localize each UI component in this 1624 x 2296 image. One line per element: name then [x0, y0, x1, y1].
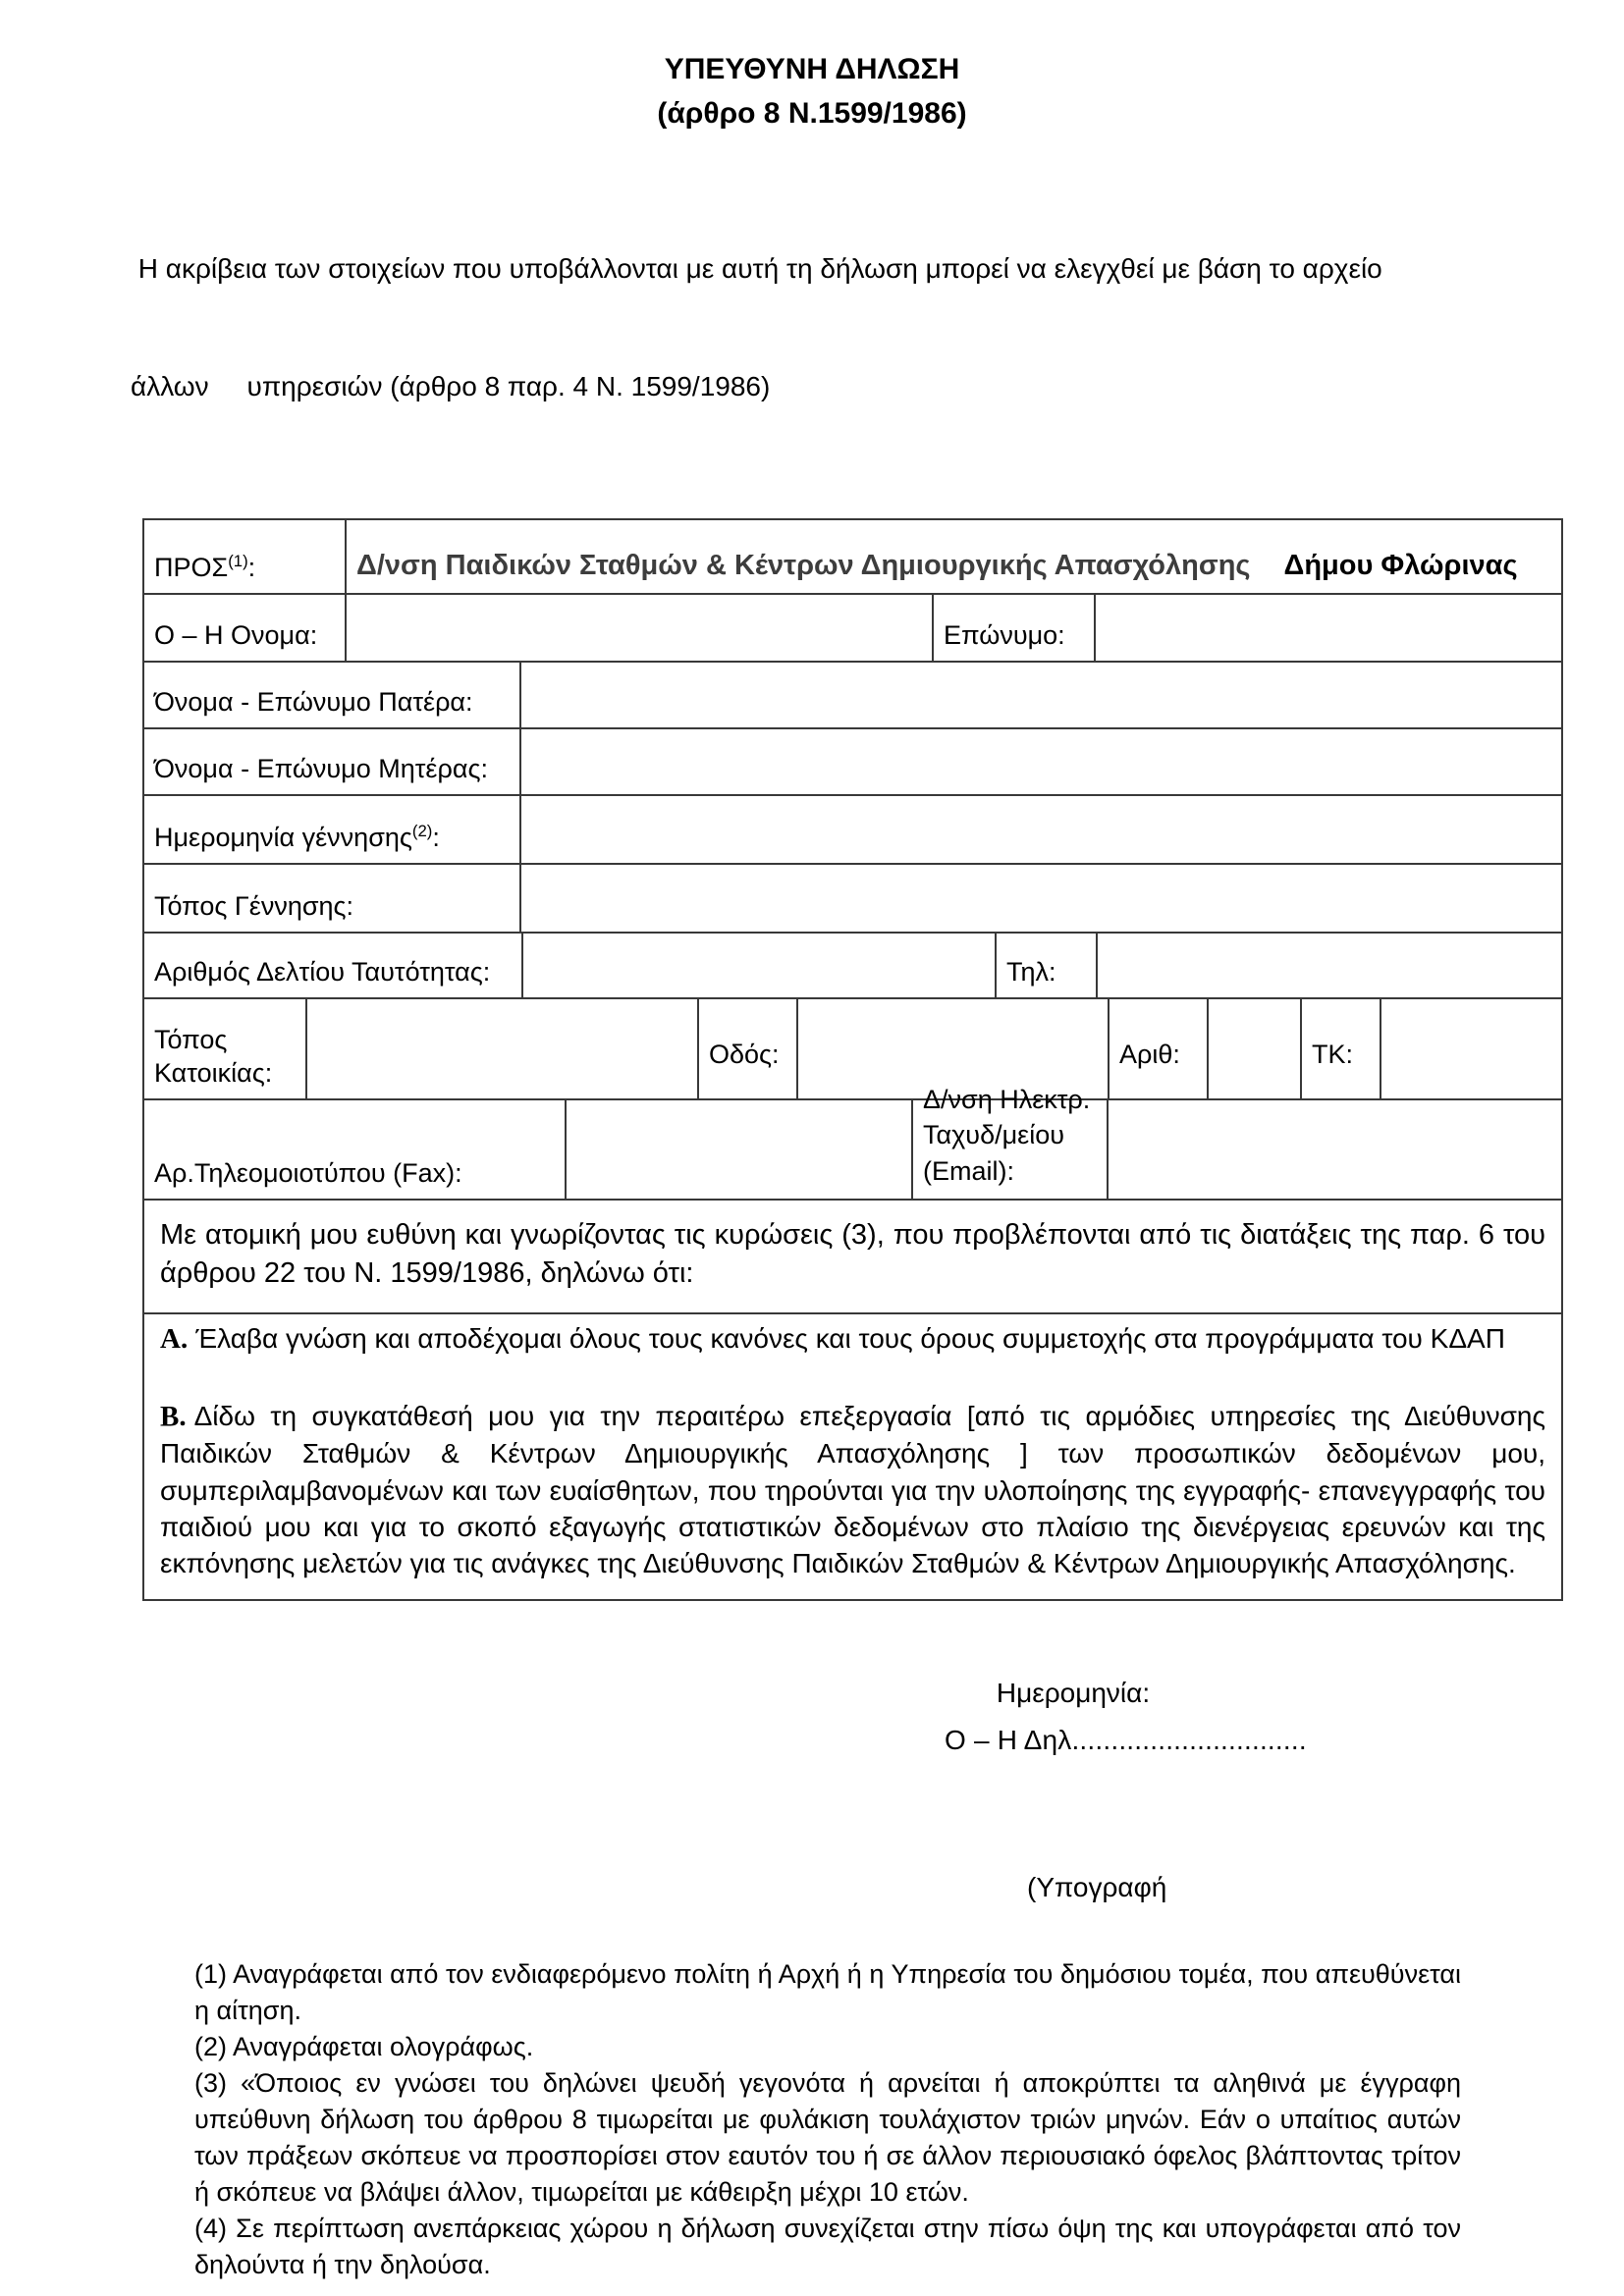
pros-directorate-text: Δ/νση Παιδικών Σταθμών & Κέντρων Δημιουργικής Απασχόλησης: [356, 550, 1251, 581]
footnotes-section: [194, 1956, 1461, 2283]
field-email[interactable]: [1109, 1100, 1561, 1199]
field-phone[interactable]: [1098, 934, 1561, 997]
row-mother-name: [144, 729, 1561, 796]
birthplace-label: Τόπος Γέννησης:: [144, 865, 521, 932]
phone-label: Τηλ:: [997, 934, 1098, 997]
item-b-marker: Β.: [160, 1400, 187, 1432]
field-father-name[interactable]: [521, 663, 1561, 727]
street-label: Οδός:: [699, 999, 798, 1098]
row-birthdate: [144, 796, 1561, 865]
pros-value: [347, 520, 1561, 593]
intro-line-2: άλλων υπηρεσιών (άρθρο 8 παρ. 4 Ν. 1599/1986): [131, 371, 771, 402]
field-birthdate[interactable]: [521, 796, 1561, 863]
name-label: Ο – Η Ονομα:: [144, 595, 347, 661]
title-block: [0, 0, 1624, 135]
signature-label: (Υπογραφή: [1027, 1872, 1167, 1903]
intro-paragraph: [131, 171, 1446, 485]
field-residence[interactable]: [307, 999, 699, 1098]
footnote-1: (1) Αναγράφεται από τον ενδιαφερόμενο πολίτη ή Αρχή ή η Υπηρεσία του δημόσιου τομέα, που απευθύνεται η αίτηση.: [194, 1959, 1461, 2026]
page-title: ΥΠΕΥΘΥΝΗ ΔΗΛΩΣΗ: [664, 53, 960, 85]
row-fax-email: [144, 1084, 1561, 1201]
birthdate-label: [144, 796, 521, 863]
birthdate-footnote-ref: (2): [411, 821, 433, 840]
row-name: [144, 595, 1561, 663]
declaration-items: [144, 1314, 1561, 1599]
field-name[interactable]: [347, 595, 934, 661]
item-b-text: Δίδω τη συγκατάθεσή μου για την περαιτέρω επεξεργασία [από τις αρμόδιες υπηρεσίες της Διεύθυνσης Παιδικών Σταθμών & Κέντρων Δημιουργικής Απασχόλησης ] των προσωπικών δεδομένων μου, συμπεριλαμβανομένων και των ευαίσθητων, που τηρούνται για την υλοποίησης της εγγραφής- επανεγγραφής του παιδιού μου και για το σκοπό εξαγωγής στατιστικών δεδομένων στο πλαίσιο της διενέργειας ερευνών και της εκπόνησης μελετών για τις ανάγκες της Διεύθυνσης Παιδικών Σταθμών & Κέντρων Δημιουργικής Απασχόλησης.: [160, 1400, 1545, 1579]
street-number-label: Αριθ:: [1110, 999, 1209, 1098]
field-birthplace[interactable]: [521, 865, 1561, 932]
postal-code-label: ΤΚ:: [1302, 999, 1381, 1098]
footnote-3: (3) «Όποιος εν γνώσει του δηλώνει ψευδή γεγονότα ή αρνείται ή αποκρύπτει τα αληθινά με έγγραφη υπεύθυνη δήλωση του άρθρου 8 τιμωρείται με φυλάκιση τουλάχιστον τριών μηνών. Εάν ο υπαίτιος αυτών των πράξεων σκόπευε να προσπορίσει στον εαυτόν του ή σε άλλον περιουσιακό όφελος βλάπτοντας τρίτον ή σκόπευε να βλάψει άλλον, τιμωρείται με κάθειρξη μέχρι 10 ετών.: [194, 2068, 1461, 2208]
declaration-preamble: Με ατομική μου ευθύνη και γνωρίζοντας τις κυρώσεις (3), που προβλέπονται από τις διατάξεις της παρ. 6 του άρθρου 22 του Ν. 1599/1986, δηλώνω ότι:: [144, 1201, 1561, 1314]
field-id-number[interactable]: [523, 934, 997, 997]
row-father-name: [144, 663, 1561, 729]
row-id-number: [144, 934, 1561, 999]
surname-label: Επώνυμο:: [934, 595, 1096, 661]
email-label: Δ/νση Ηλεκτρ. Ταχυδ/μείου (Email):: [913, 1100, 1109, 1199]
residence-label: Τόπος Κατοικίας:: [144, 999, 307, 1098]
field-street-number[interactable]: [1209, 999, 1302, 1098]
intro-line-1: Η ακρίβεια των στοιχείων που υποβάλλονται με αυτή τη δήλωση μπορεί να ελεγχθεί με βάση το αρχείο: [131, 253, 1382, 285]
field-surname[interactable]: [1096, 595, 1561, 661]
date-label: Ημερομηνία:: [996, 1678, 1151, 1709]
footnote-4: (4) Σε περίπτωση ανεπάρκειας χώρου η δήλωση συνεχίζεται στην πίσω όψη της και υπογράφεται από τον δηλούντα ή την δηλούσα.: [194, 2214, 1461, 2280]
row-residence: [144, 999, 1561, 1100]
field-postal-code[interactable]: [1381, 999, 1561, 1098]
item-a-marker: Α.: [160, 1323, 189, 1356]
id-number-label: Αριθμός Δελτίου Ταυτότητας:: [144, 934, 523, 997]
declaration-form-table: [142, 518, 1563, 1601]
row-pros: [144, 520, 1561, 595]
fax-label: Αρ.Τηλεομοιοτύπου (Fax):: [144, 1100, 567, 1199]
declaration-item-a: [160, 1320, 1545, 1359]
mother-name-label: Όνομα - Επώνυμο Μητέρας:: [144, 729, 521, 794]
footnote-2: (2) Αναγράφεται ολογράφως.: [194, 2032, 534, 2062]
row-birthplace: [144, 865, 1561, 934]
page-subtitle: (άρθρο 8 Ν.1599/1986): [657, 97, 967, 130]
declarant-dotted-line: Ο – Η Δηλ..............................: [945, 1725, 1307, 1756]
father-name-label: Όνομα - Επώνυμο Πατέρα:: [144, 663, 521, 727]
item-a-text: Έλαβα γνώση και αποδέχομαι όλους τους κανόνες και τους όρους συμμετοχής στα προγράμματα του ΚΔΑΠ: [195, 1323, 1505, 1355]
field-mother-name[interactable]: [521, 729, 1561, 794]
pros-label: [144, 520, 347, 593]
pros-footnote-ref: (1): [228, 551, 248, 570]
pros-label-text: ΠΡΟΣ$^{(1)}$:: [154, 551, 256, 582]
pros-municipality-text: Δήμου Φλώρινας: [1283, 550, 1518, 581]
field-fax[interactable]: [567, 1100, 913, 1199]
row-declaration-items: [144, 1314, 1561, 1599]
declaration-item-b: [160, 1398, 1545, 1582]
birthdate-label-text: Ημερομηνία γέννησης$^{(2)}$:: [154, 821, 440, 852]
